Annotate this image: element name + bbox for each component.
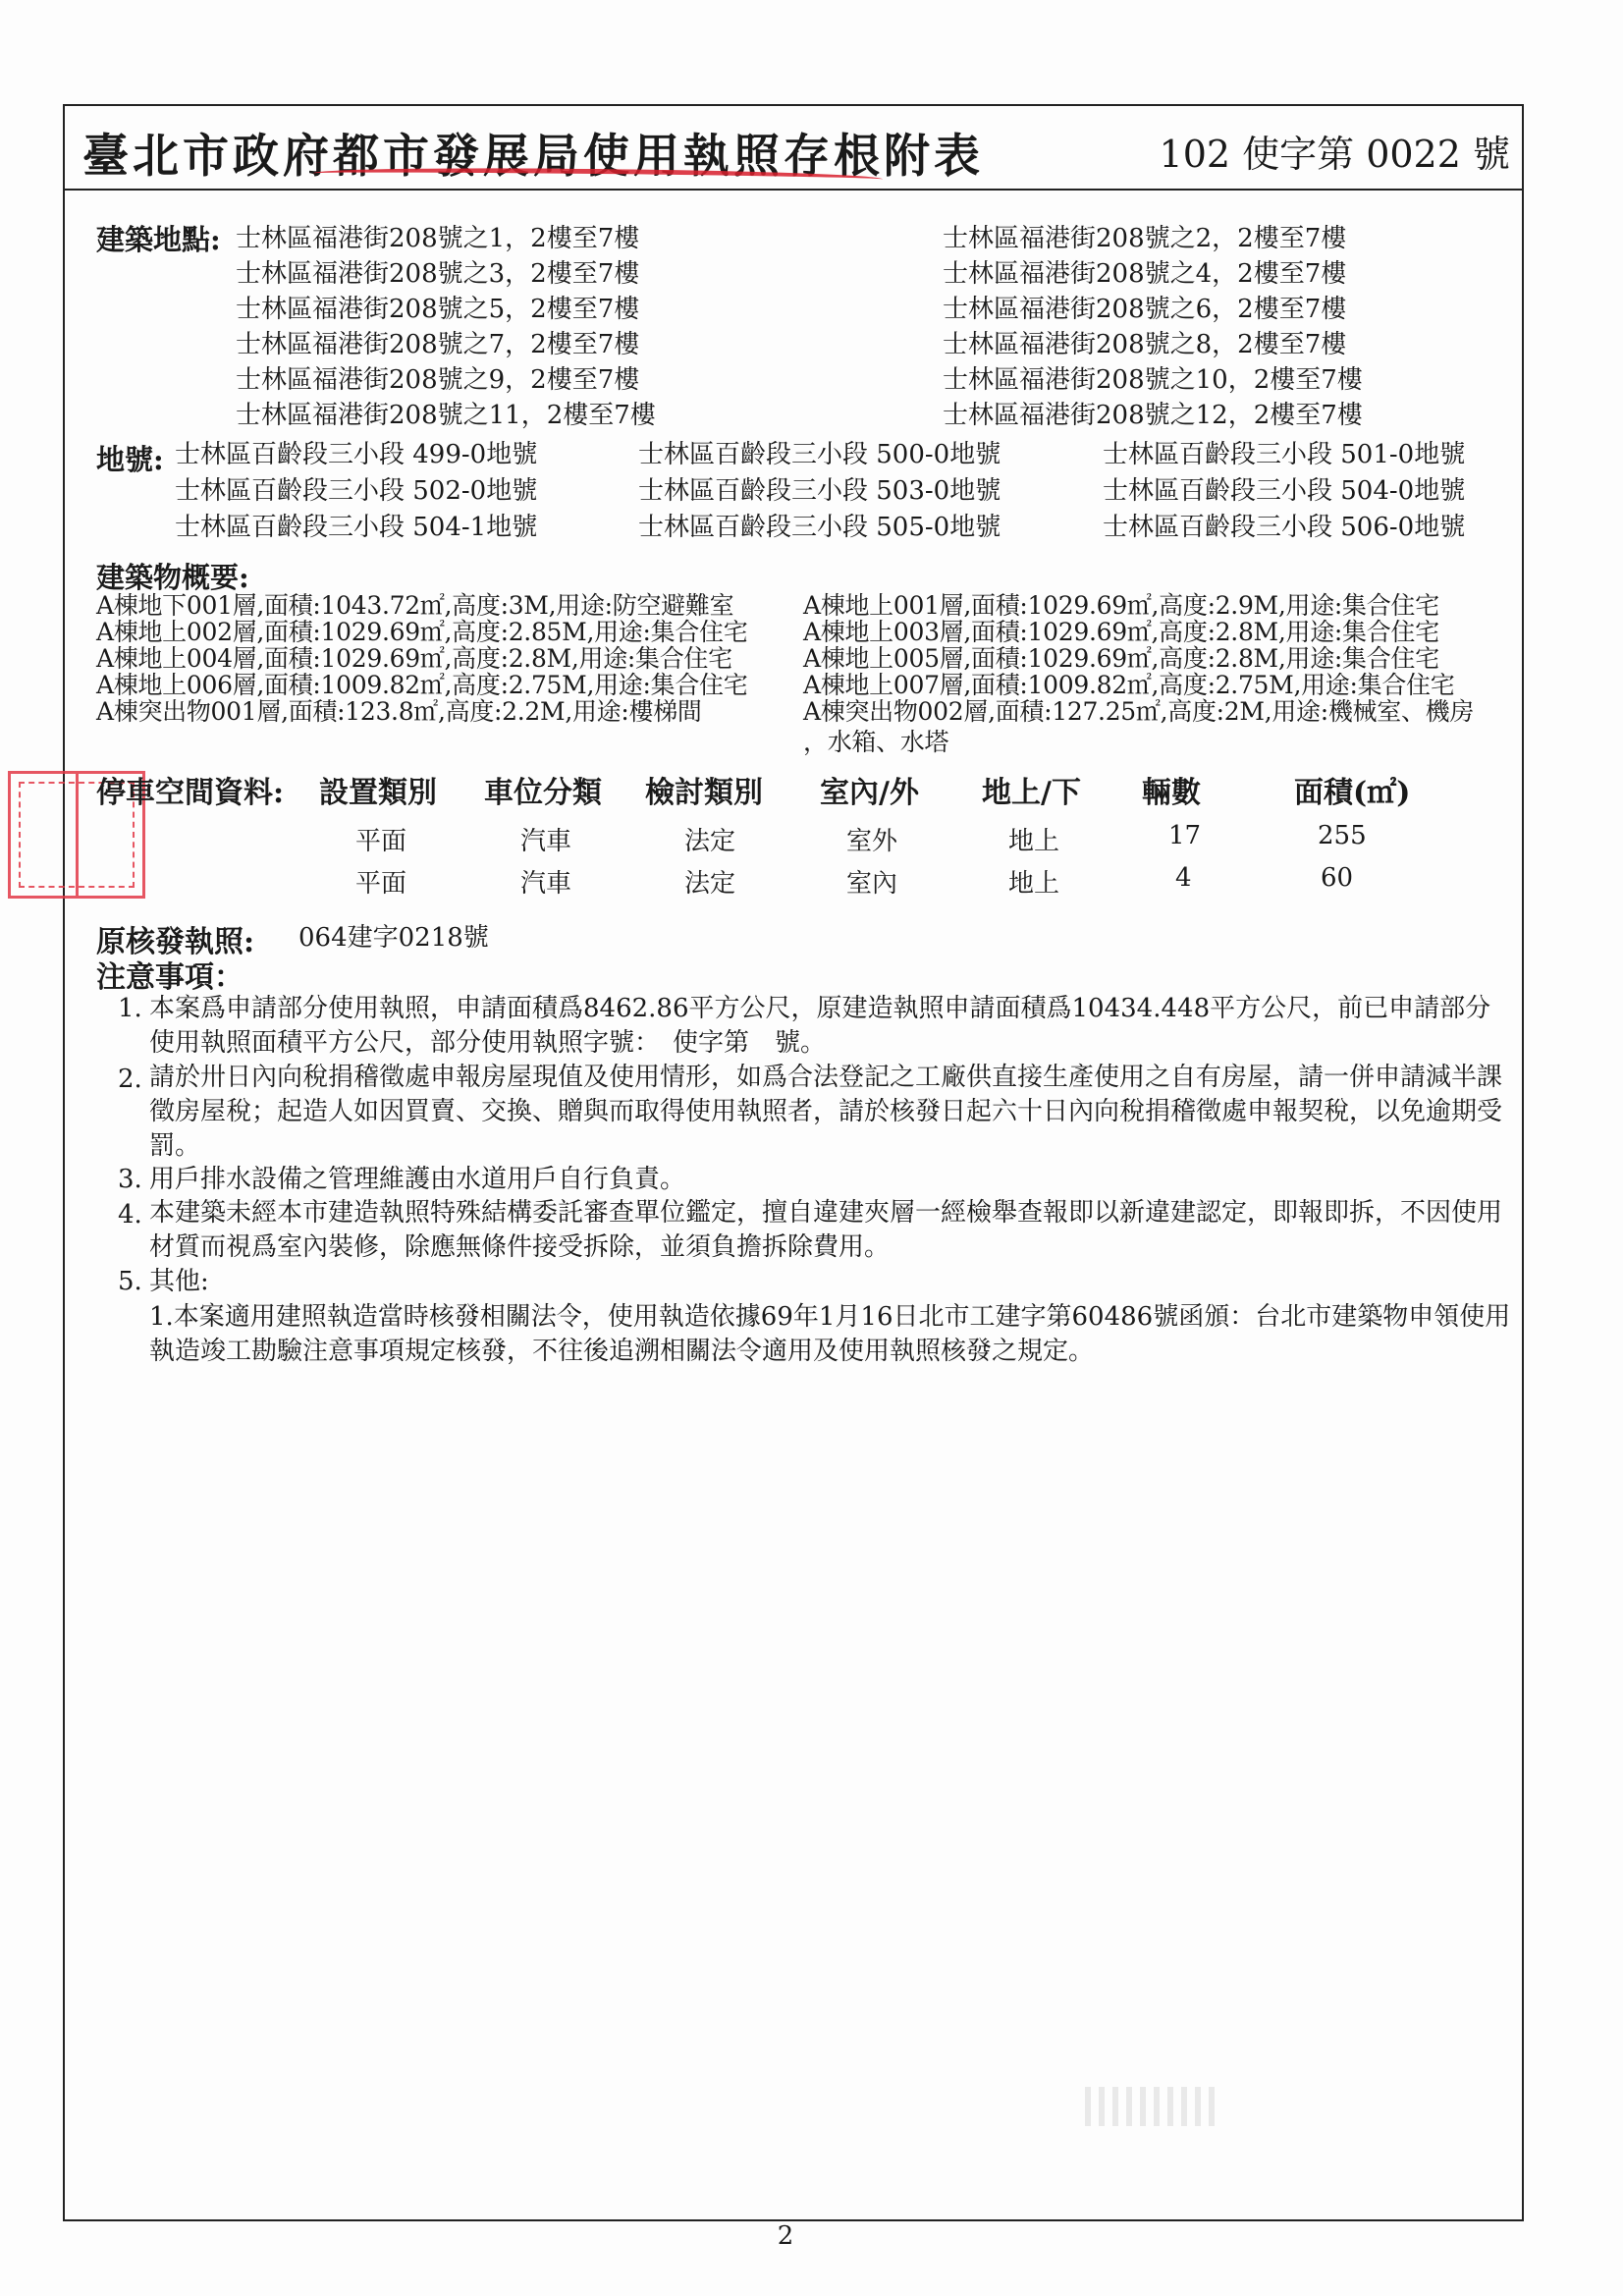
lot-1-3: 士林區百齡段三小段 501-0地號 [1103, 440, 1466, 469]
parking-label: 停車空間資料: [96, 776, 285, 810]
note-4-number: 4. [118, 1200, 142, 1230]
lot-1-1: 士林區百齡段三小段 499-0地號 [175, 440, 538, 469]
address-left-6: 士林區福港街208號之11，2樓至7樓 [236, 401, 656, 430]
parking-r2-review: 法定 [684, 869, 736, 899]
address-right-2: 士林區福港街208號之4，2樓至7樓 [943, 259, 1347, 289]
address-left-4: 士林區福港街208號之7，2樓至7樓 [236, 330, 640, 359]
overview-left-2: A棟地上002層,面積:1029.69㎡,高度:2.85M,用途:集合住宅 [96, 618, 748, 646]
original-permit-value: 064建字0218號 [298, 923, 489, 953]
original-permit-label: 原核發執照: [96, 925, 255, 959]
parking-r2-area: 60 [1321, 863, 1354, 893]
parking-header-count: 輛數 [1142, 776, 1201, 810]
overview-right-4: A棟地上007層,面積:1009.82㎡,高度:2.75M,用途:集合住宅 [803, 671, 1455, 699]
address-left-3: 士林區福港街208號之5，2樓至7樓 [236, 295, 640, 324]
parking-header-area: 面積(㎡) [1294, 776, 1411, 810]
lot-2-3: 士林區百齡段三小段 504-0地號 [1103, 476, 1466, 506]
lot-3-1: 士林區百齡段三小段 504-1地號 [175, 513, 538, 542]
overview-right-2: A棟地上003層,面積:1029.69㎡,高度:2.8M,用途:集合住宅 [803, 618, 1439, 646]
parking-r2-level: 地上 [1008, 869, 1060, 899]
note-1-number: 1. [118, 994, 142, 1023]
parking-header-level: 地上/下 [982, 776, 1081, 810]
parking-r1-category: 汽車 [520, 827, 572, 856]
overview-right-5: A棟突出物002層,面積:127.25㎡,高度:2M,用途:機械室、機房 [803, 697, 1475, 726]
address-right-6: 士林區福港街208號之12，2樓至7樓 [943, 401, 1363, 430]
document-title: 臺北市政府都市發展局使用執照存根附表 [82, 130, 984, 184]
note-4-text: 本建築未經本市建造執照特殊結構委託審查單位鑑定，擅自違建夾層一經檢舉查報即以新違建認定，即報即拆，不因使用材質而視爲室內裝修，除應無條件接受拆除，並須負擔拆除費用。 [149, 1198, 1503, 1262]
address-left-1: 士林區福港街208號之1，2樓至7樓 [236, 224, 640, 253]
parking-r1-review: 法定 [684, 827, 736, 856]
parking-r1-indoor: 室外 [846, 827, 898, 856]
lot-3-3: 士林區百齡段三小段 506-0地號 [1103, 513, 1466, 542]
address-right-3: 士林區福港街208號之6，2樓至7樓 [943, 295, 1347, 324]
parking-r1-count: 17 [1168, 821, 1202, 850]
address-left-2: 士林區福港街208號之3，2樓至7樓 [236, 259, 640, 289]
parking-r1-area: 255 [1318, 821, 1367, 850]
faint-mark [1085, 2087, 1222, 2126]
parking-header-indoor: 室內/外 [820, 776, 919, 810]
parking-r2-indoor: 室內 [846, 869, 898, 899]
note-2-number: 2. [118, 1065, 142, 1094]
lot-1-2: 士林區百齡段三小段 500-0地號 [638, 440, 1001, 469]
address-left-5: 士林區福港街208號之9，2樓至7樓 [236, 365, 640, 395]
note-5-other-text: 1.本案適用建照執造當時核發相關法令，使用執造依據69年1月16日北市工建字第60486號函頒：台北市建築物申領使用執造竣工勘驗注意事項規定核發，不往後追溯相關法令適用及使用執照核發之規定。 [149, 1302, 1511, 1366]
overview-right-1: A棟地上001層,面積:1029.69㎡,高度:2.9M,用途:集合住宅 [803, 591, 1439, 620]
lot-2-1: 士林區百齡段三小段 502-0地號 [175, 476, 538, 506]
lot-label: 地號: [96, 443, 164, 476]
lot-3-2: 士林區百齡段三小段 505-0地號 [638, 513, 1001, 542]
lot-2-2: 士林區百齡段三小段 503-0地號 [638, 476, 1001, 506]
parking-header-type: 設置類別 [319, 776, 437, 810]
address-right-4: 士林區福港街208號之8，2樓至7樓 [943, 330, 1347, 359]
address-right-1: 士林區福港街208號之2，2樓至7樓 [943, 224, 1347, 253]
parking-header-category: 車位分類 [484, 776, 602, 810]
note-5-number: 5. [118, 1267, 142, 1296]
overview-left-1: A棟地下001層,面積:1043.72㎡,高度:3M,用途:防空避難室 [96, 591, 734, 620]
parking-header-review: 檢討類別 [645, 776, 763, 810]
overview-left-3: A棟地上004層,面積:1029.69㎡,高度:2.8M,用途:集合住宅 [96, 644, 732, 673]
parking-r1-type: 平面 [355, 827, 407, 856]
note-5-text: 其他: [149, 1267, 209, 1296]
parking-r1-level: 地上 [1008, 827, 1060, 856]
note-2-text: 請於卅日內向稅捐稽徵處申報房屋現值及使用情形，如爲合法登記之工廠供直接生產使用之自有房屋，請一併申請減半課徵房屋稅；起造人如因買賣、交換、贈與而取得使用執照者，請於核發日起六十日內向稅捐稽徵處申報契稅，以免逾期受罰。 [149, 1063, 1503, 1161]
permit-number: 102 使字第 0022 號 [1159, 133, 1510, 176]
overview-label: 建築物概要: [96, 561, 249, 594]
note-1-text: 本案爲申請部分使用執照，申請面積爲8462.86平方公尺，原建造執照申請面積爲10434.448平方公尺，前已申請部分使用執照面積平方公尺，部分使用執照字號： 使字第 號。 [149, 994, 1491, 1058]
notes-label: 注意事項： [96, 960, 243, 995]
parking-r2-category: 汽車 [520, 869, 572, 899]
parking-r2-count: 4 [1175, 863, 1192, 893]
page-number: 2 [777, 2221, 794, 2251]
note-3-number: 3. [118, 1165, 142, 1194]
parking-r2-type: 平面 [355, 869, 407, 899]
overview-right-3: A棟地上005層,面積:1029.69㎡,高度:2.8M,用途:集合住宅 [803, 644, 1439, 673]
address-right-5: 士林區福港街208號之10，2樓至7樓 [943, 365, 1363, 395]
address-label: 建築地點: [96, 223, 221, 256]
overview-right-6: ，水箱、水塔 [803, 728, 949, 756]
title-bar [63, 104, 1524, 191]
note-3-text: 用戶排水設備之管理維護由水道用戶自行負責。 [149, 1165, 686, 1194]
overview-left-4: A棟地上006層,面積:1009.82㎡,高度:2.75M,用途:集合住宅 [96, 671, 748, 699]
overview-left-5: A棟突出物001層,面積:123.8㎡,高度:2.2M,用途:樓梯間 [96, 697, 702, 726]
